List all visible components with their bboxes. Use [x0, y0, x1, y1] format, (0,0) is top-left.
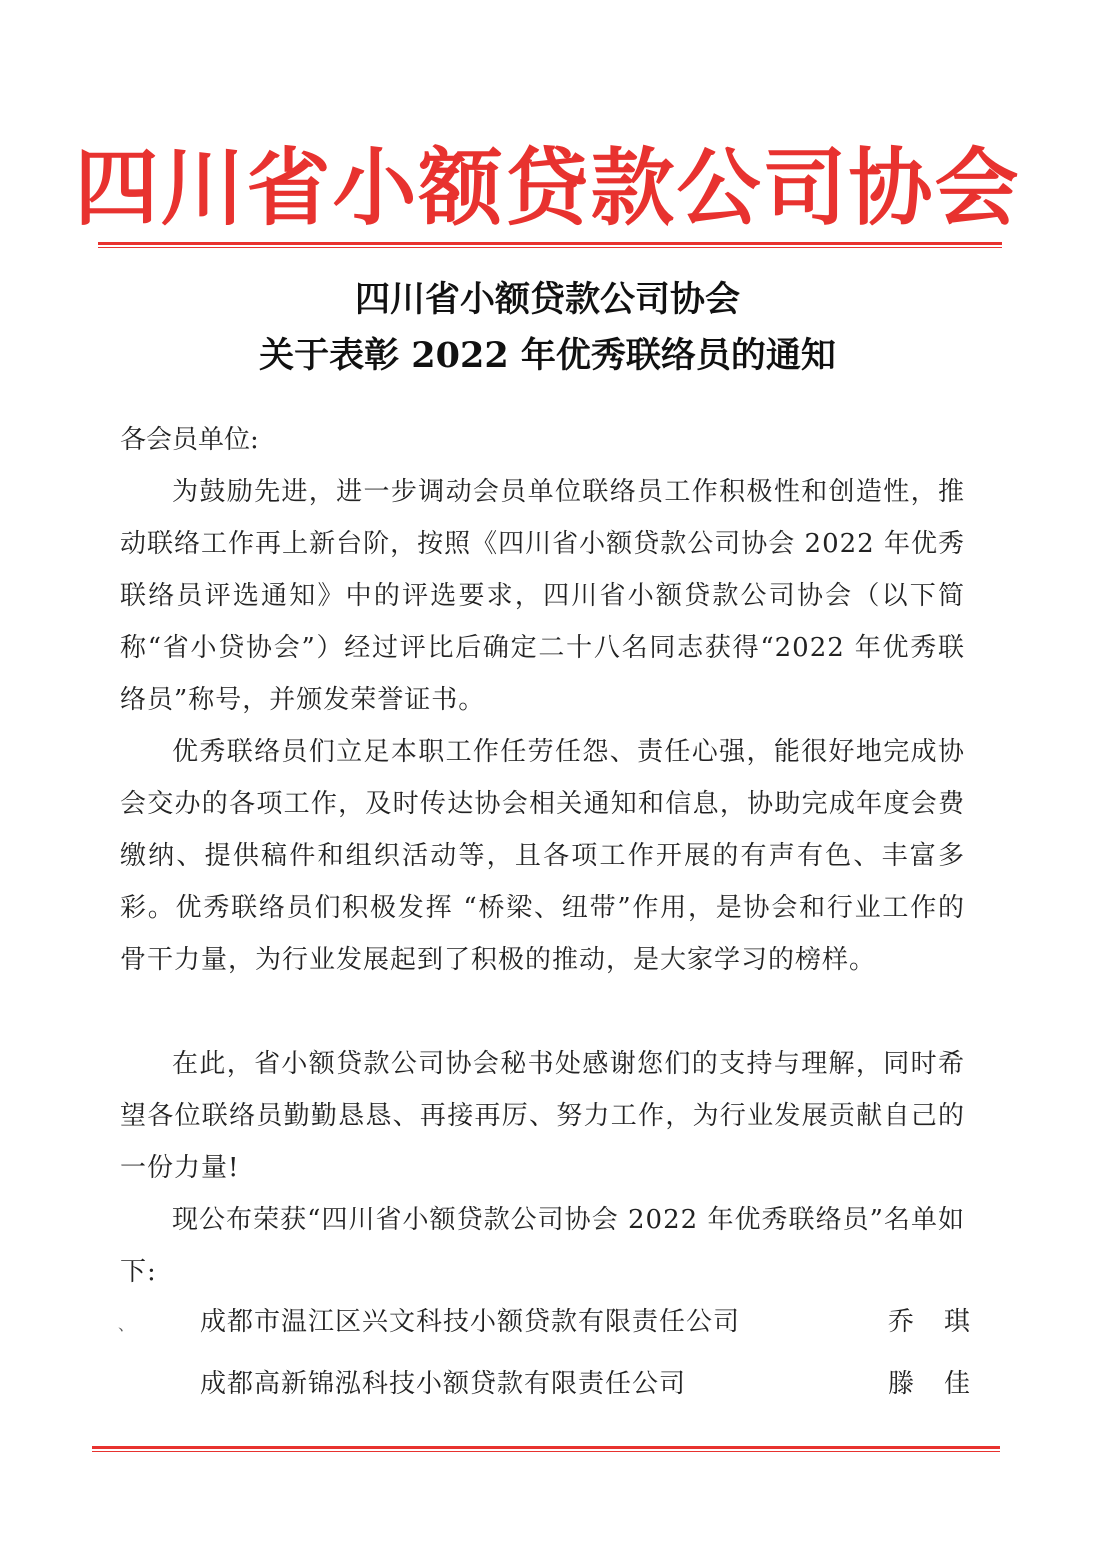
stray-mark: 、 — [118, 1315, 135, 1334]
body-paragraph-3: 在此，省小额贷款公司协会秘书处感谢您们的支持与理解，同时希望各位联络员勤勤恳恳、再接再厉、努力工作，为行业发展贡献自己的一份力量! — [120, 1049, 965, 1183]
body-paragraph-2: 优秀联络员们立足本职工作任劳任怨、责任心强，能很好地完成协会交办的各项工作，及时传达协会相关通知和信息，协助完成年度会费缴纳、提供稿件和组织活动等，且各项工作开展的有声有色、丰富多彩。优秀联络员们积极发挥 “桥梁、纽带”作用，是协会和行业工作的骨干力量，为行业发展起到了积极的推动，是大家学习的榜样。 — [120, 737, 965, 975]
salutation: 各会员单位: — [120, 425, 259, 455]
honoree-company: 成都高新锦泓科技小额贷款有限责任公司 — [200, 1369, 687, 1399]
letterhead-red-rule-top — [98, 242, 1002, 250]
body-paragraph-1: 为鼓励先进，进一步调动会员单位联络员工作积极性和创造性，推动联络工作再上新台阶，按照《四川省小额贷款公司协会 2022 年优秀联络员评选通知》中的评选要求，四川省小额贷款公司协会（以下简称“省小贷协会”）经过评比后确定二十八名同志获得“2022 年优秀联络员”称号，并颁发荣誉证书。 — [120, 477, 965, 715]
footer-red-rule — [92, 1446, 1000, 1454]
body-paragraph-4: 现公布荣获“四川省小额贷款公司协会 2022 年优秀联络员”名单如下: — [120, 1205, 965, 1287]
honoree-company: 成都市温江区兴文科技小额贷款有限责任公司 — [200, 1307, 741, 1337]
letterhead-title: 四川省小额贷款公司协会 — [74, 139, 1021, 237]
document-title-line-1: 四川省小额贷款公司协会 — [354, 279, 740, 320]
honoree-person: 乔琪 — [887, 1307, 1000, 1337]
document-title-line-2: 关于表彰 2022 年优秀联络员的通知 — [259, 335, 836, 376]
honoree-person: 滕佳 — [887, 1369, 1000, 1399]
